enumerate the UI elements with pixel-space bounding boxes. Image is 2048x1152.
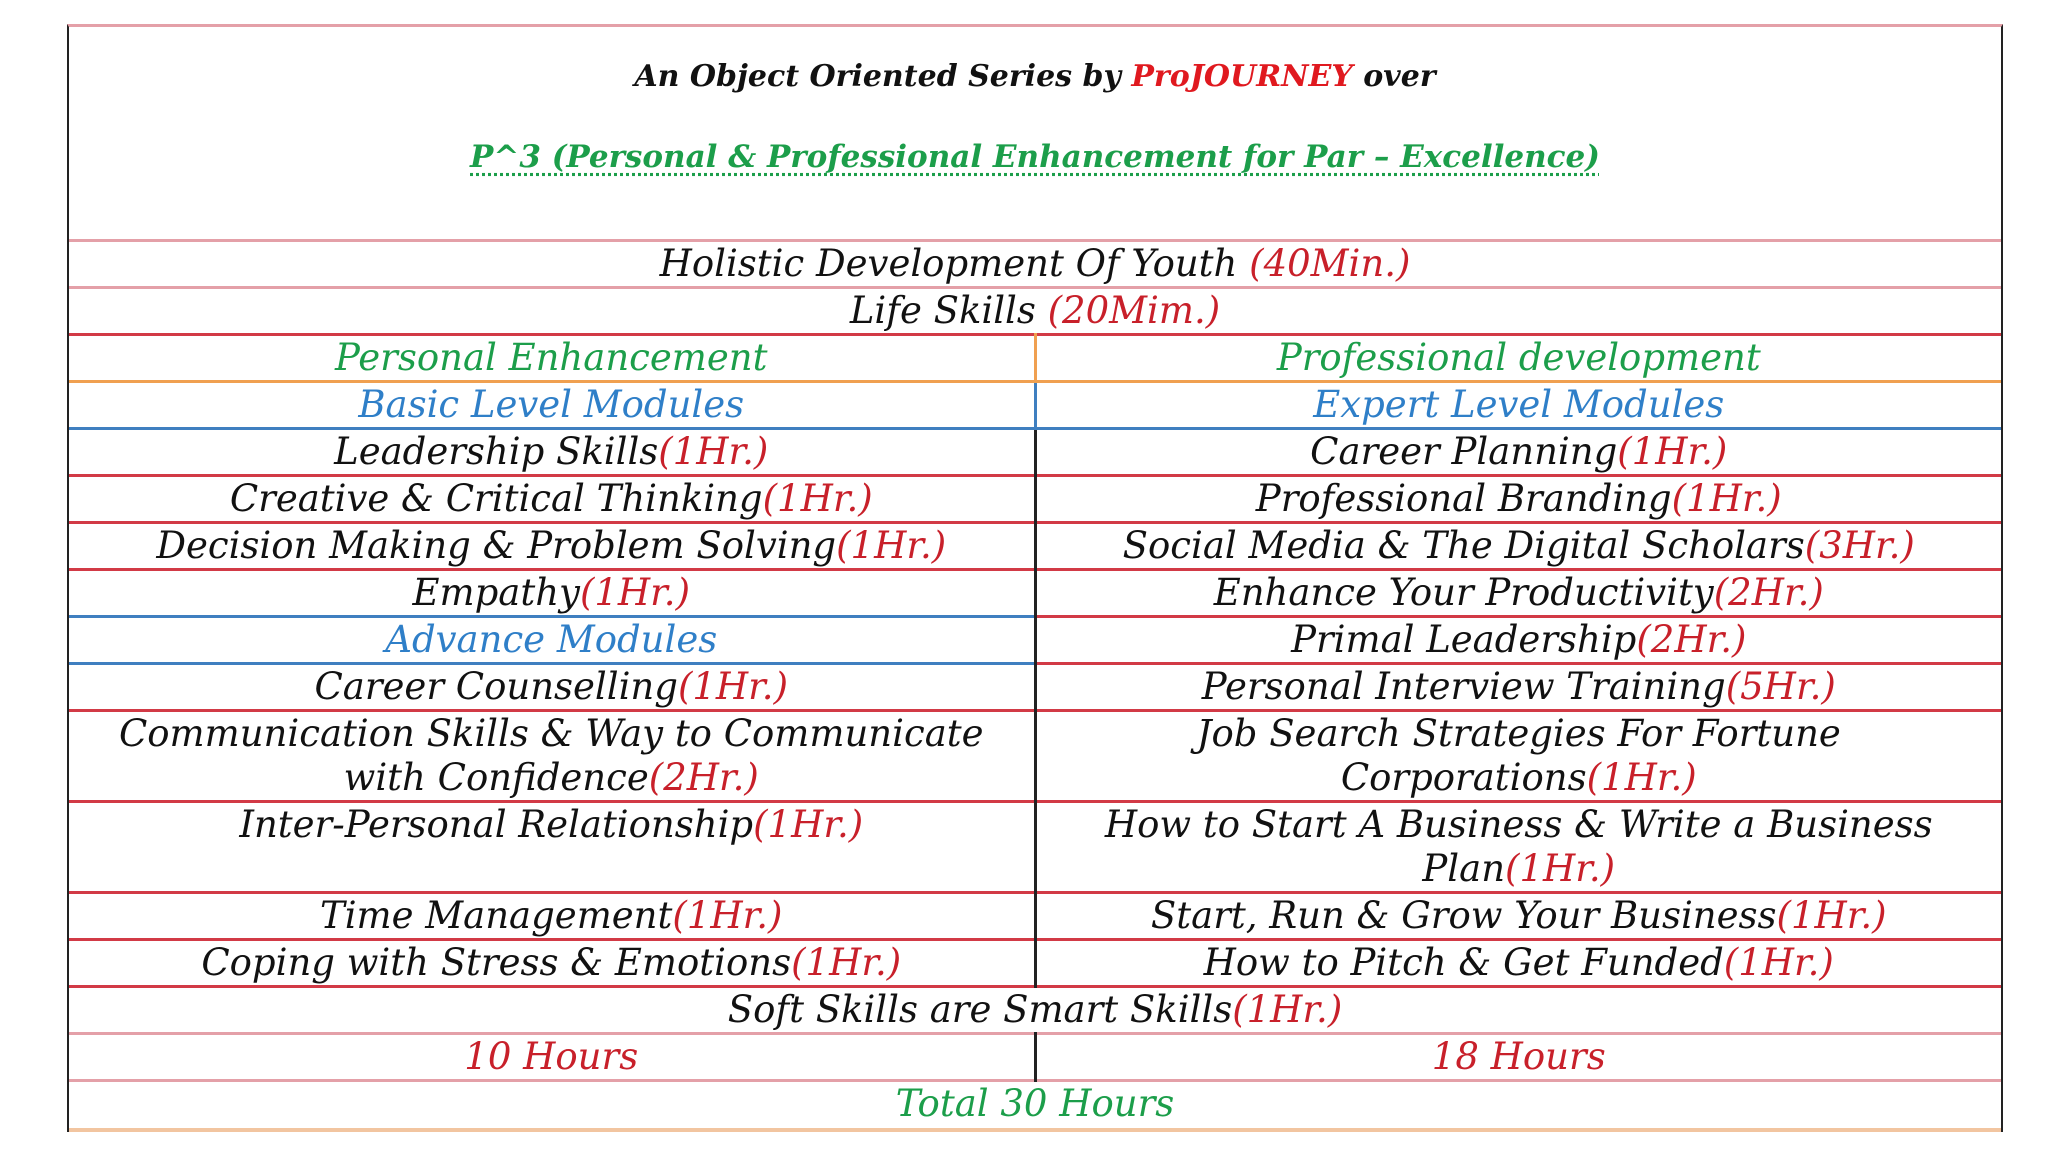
program-subtitle-text: P^3 (Personal & Professional Enhancement for Par – Excellence) bbox=[470, 139, 1600, 175]
curriculum-document bbox=[67, 24, 2003, 1132]
holistic-row bbox=[69, 241, 2001, 288]
column-title-professional: Professional development bbox=[1035, 335, 2001, 382]
module-name: Professional Branding bbox=[1255, 477, 1672, 520]
duration: (3Hr.) bbox=[1804, 524, 1915, 567]
module-name: How to Start A Business & Write a Business Plan bbox=[1104, 803, 1933, 890]
table-row bbox=[69, 288, 2001, 335]
module-cell bbox=[1035, 523, 2001, 570]
module-cell bbox=[69, 802, 1035, 893]
series-title bbox=[69, 59, 2001, 94]
module-cell bbox=[1035, 940, 2001, 987]
table-row bbox=[69, 523, 2001, 570]
table-row bbox=[69, 241, 2001, 288]
curriculum-table bbox=[69, 239, 2001, 1126]
expert-modules-heading: Expert Level Modules bbox=[1035, 382, 2001, 429]
table-row bbox=[69, 570, 2001, 617]
duration: (2Hr.) bbox=[648, 756, 759, 799]
module-name: Start, Run & Grow Your Business bbox=[1150, 894, 1777, 937]
series-title-prefix: An Object Oriented Series by bbox=[634, 59, 1132, 94]
table-row bbox=[69, 476, 2001, 523]
module-cell bbox=[69, 940, 1035, 987]
table-row bbox=[69, 893, 2001, 940]
table-row bbox=[69, 382, 2001, 429]
duration: (1Hr.) bbox=[672, 894, 783, 937]
module-cell bbox=[1035, 802, 2001, 893]
module-cell bbox=[69, 429, 1035, 476]
duration: (2Hr.) bbox=[1713, 571, 1824, 614]
duration: (1Hr.) bbox=[836, 524, 947, 567]
module-name: Personal Interview Training bbox=[1201, 665, 1726, 708]
module-cell bbox=[1035, 664, 2001, 711]
module-cell bbox=[69, 664, 1035, 711]
module-name: How to Pitch & Get Funded bbox=[1203, 941, 1724, 984]
module-cell bbox=[1035, 711, 2001, 802]
bottom-rule bbox=[69, 1128, 2001, 1132]
module-cell bbox=[1035, 617, 2001, 664]
table-row bbox=[69, 335, 2001, 382]
brand-name: ProJOURNEY bbox=[1131, 59, 1353, 94]
softskills-row bbox=[69, 987, 2001, 1034]
table-row bbox=[69, 711, 2001, 802]
duration: (1Hr.) bbox=[762, 477, 873, 520]
basic-modules-heading: Basic Level Modules bbox=[69, 382, 1035, 429]
table-row bbox=[69, 617, 2001, 664]
table-row bbox=[69, 1034, 2001, 1081]
module-cell bbox=[1035, 429, 2001, 476]
module-cell bbox=[69, 476, 1035, 523]
duration: (1Hr.) bbox=[1586, 756, 1697, 799]
module-cell bbox=[69, 523, 1035, 570]
module-name: Time Management bbox=[320, 894, 673, 937]
module-name: Career Planning bbox=[1310, 430, 1618, 473]
duration: (2Hr.) bbox=[1636, 618, 1747, 661]
lifeskills-row bbox=[69, 288, 2001, 335]
table-row bbox=[69, 940, 2001, 987]
duration: (1Hr.) bbox=[1232, 988, 1343, 1031]
duration: (1Hr.) bbox=[1776, 894, 1887, 937]
duration: (1Hr.) bbox=[658, 430, 769, 473]
duration: (1Hr.) bbox=[1617, 430, 1728, 473]
column-title-personal: Personal Enhancement bbox=[69, 335, 1035, 382]
series-title-suffix: over bbox=[1352, 59, 1436, 94]
module-name: Communication Skills & Way to Communicate with Confidence bbox=[118, 712, 984, 799]
module-name: Social Media & The Digital Scholars bbox=[1122, 524, 1805, 567]
module-name: Empathy bbox=[412, 571, 580, 614]
table-row bbox=[69, 429, 2001, 476]
duration: (1Hr.) bbox=[791, 941, 902, 984]
table-row bbox=[69, 802, 2001, 893]
module-cell bbox=[69, 711, 1035, 802]
duration: (40Min.) bbox=[1249, 242, 1411, 285]
module-name: Enhance Your Productivity bbox=[1213, 571, 1714, 614]
duration: (1Hr.) bbox=[579, 571, 690, 614]
table-row bbox=[69, 1081, 2001, 1127]
module-name: Creative & Critical Thinking bbox=[229, 477, 763, 520]
module-name: Inter-Personal Relationship bbox=[239, 803, 754, 846]
document-header bbox=[69, 27, 2001, 239]
module-name: Primal Leadership bbox=[1291, 618, 1637, 661]
module-name: Coping with Stress & Emotions bbox=[201, 941, 792, 984]
module-cell bbox=[1035, 570, 2001, 617]
advance-modules-heading: Advance Modules bbox=[69, 617, 1035, 664]
personal-total-hours: 10 Hours bbox=[69, 1034, 1035, 1081]
module-name: Job Search Strategies For Fortune Corporations bbox=[1196, 712, 1841, 799]
program-subtitle bbox=[69, 139, 2001, 175]
duration: (1Hr.) bbox=[1671, 477, 1782, 520]
duration: (1Hr.) bbox=[753, 803, 864, 846]
module-name: Decision Making & Problem Solving bbox=[156, 524, 837, 567]
duration: (1Hr.) bbox=[1505, 847, 1616, 890]
row-label: Life Skills bbox=[849, 289, 1048, 332]
module-cell bbox=[1035, 893, 2001, 940]
module-cell bbox=[69, 570, 1035, 617]
grand-total-hours: Total 30 Hours bbox=[69, 1081, 2001, 1127]
duration: (1Hr.) bbox=[677, 665, 788, 708]
module-name: Leadership Skills bbox=[334, 430, 659, 473]
duration: (5Hr.) bbox=[1725, 665, 1836, 708]
module-cell bbox=[1035, 476, 2001, 523]
module-cell bbox=[69, 893, 1035, 940]
row-label: Soft Skills are Smart Skills bbox=[727, 988, 1233, 1031]
row-label: Holistic Development Of Youth bbox=[659, 242, 1250, 285]
duration: (20Mim.) bbox=[1047, 289, 1221, 332]
duration: (1Hr.) bbox=[1723, 941, 1834, 984]
table-row bbox=[69, 664, 2001, 711]
professional-total-hours: 18 Hours bbox=[1035, 1034, 2001, 1081]
table-row bbox=[69, 987, 2001, 1034]
module-name: Career Counselling bbox=[314, 665, 678, 708]
